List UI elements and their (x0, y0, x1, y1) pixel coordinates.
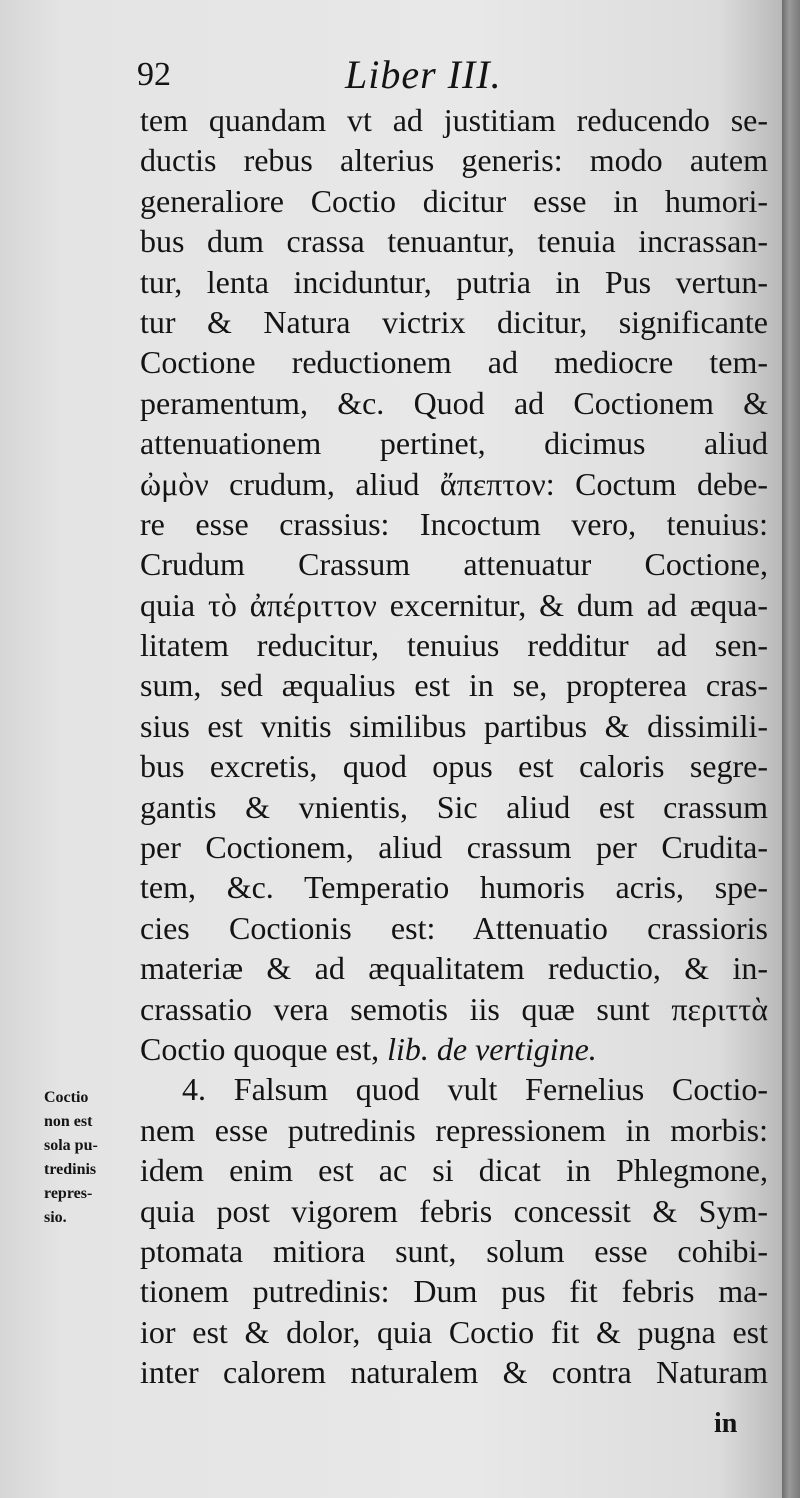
text-line: bus excretis, quod opus est caloris segre- (140, 748, 768, 785)
text-line: ductis rebus alterius generis: modo autem (140, 142, 768, 179)
text-line: generaliore Coctio dicitur esse in humori- (140, 182, 768, 219)
text-line: per Coctionem, aliud crassum per Crudita- (140, 829, 768, 866)
text-line: cies Coctionis est: Attenuatio crassioris (140, 909, 768, 946)
page-number: 92 (137, 56, 171, 93)
text-line: Coctio quoque est, lib. de vertigine. (140, 1030, 597, 1067)
main-text-block (140, 100, 768, 1393)
margin-note-line: repres- (44, 1185, 93, 1202)
text-line: tur, lenta inciduntur, putria in Pus vertun- (140, 263, 768, 300)
text-line: 4. Falsum quod vult Fernelius Coctio- (182, 1071, 768, 1108)
page-edge-shadow (782, 0, 800, 1498)
margin-note-line: non est (44, 1113, 93, 1130)
text-line: tur & Natura victrix dicitur, significante (140, 303, 768, 340)
page-header (135, 50, 755, 100)
text-line: ptomata mitiora sunt, solum esse cohibi- (140, 1232, 768, 1269)
book-reference: lib. de vertigine. (387, 1030, 597, 1067)
text-line: peramentum, &c. Quod ad Coctionem & (140, 384, 768, 421)
text-line: inter calorem naturalem & contra Naturam (140, 1354, 768, 1391)
text-line: tionem putredinis: Dum pus fit febris ma- (140, 1273, 768, 1310)
text-line: re esse crassius: Incoctum vero, tenuius: (140, 505, 768, 542)
text-line: ὠμὸν crudum, aliud ἄπεπτον: Coctum debe- (140, 465, 768, 502)
text-line: sius est vnitis similibus partibus & dissimili- (140, 707, 768, 744)
text-line: sum, sed æqualius est in se, propterea cras- (140, 667, 768, 704)
text-line: attenuationem pertinet, dicimus aliud (140, 425, 768, 462)
margin-note-line: tredinis (44, 1161, 97, 1178)
text-line: bus dum crassa tenuantur, tenuia incrassan- (140, 223, 768, 260)
text-line: ior est & dolor, quia Coctio fit & pugna est (140, 1313, 768, 1350)
margin-note-line: Coctio (44, 1089, 89, 1106)
text-line: tem, &c. Temperatio humoris acris, spe- (140, 869, 768, 906)
text-line: nem esse putredinis repressionem in morbis: (140, 1111, 768, 1148)
catchword: in (714, 1408, 738, 1439)
marginal-note (44, 1086, 138, 1230)
margin-note-line: sio. (44, 1209, 67, 1226)
text-line: litatem reducitur, tenuius redditur ad sen- (140, 627, 768, 664)
text-line: materiæ & ad æqualitatem reductio, & in- (140, 950, 768, 987)
text-line: crassatio vera semotis iis quæ sunt περιττὰ (140, 990, 768, 1027)
text-line: Crudum Crassum attenuatur Coctione, (140, 546, 768, 583)
text-line: idem enim est ac si dicat in Phlegmone, (140, 1152, 768, 1189)
text-line: Coctione reductionem ad mediocre tem- (140, 344, 768, 381)
text-line: tem quandam vt ad justitiam reducendo se- (140, 102, 768, 138)
text-line: quia τὸ ἀπέριττον excernitur, & dum ad æqua- (140, 586, 768, 623)
text-line: gantis & vnientis, Sic aliud est crassum (140, 788, 768, 825)
running-title: Liber III. (345, 52, 502, 97)
margin-note-line: sola pu- (44, 1137, 98, 1154)
text-line: quia post vigorem febris concessit & Sym- (140, 1192, 768, 1229)
